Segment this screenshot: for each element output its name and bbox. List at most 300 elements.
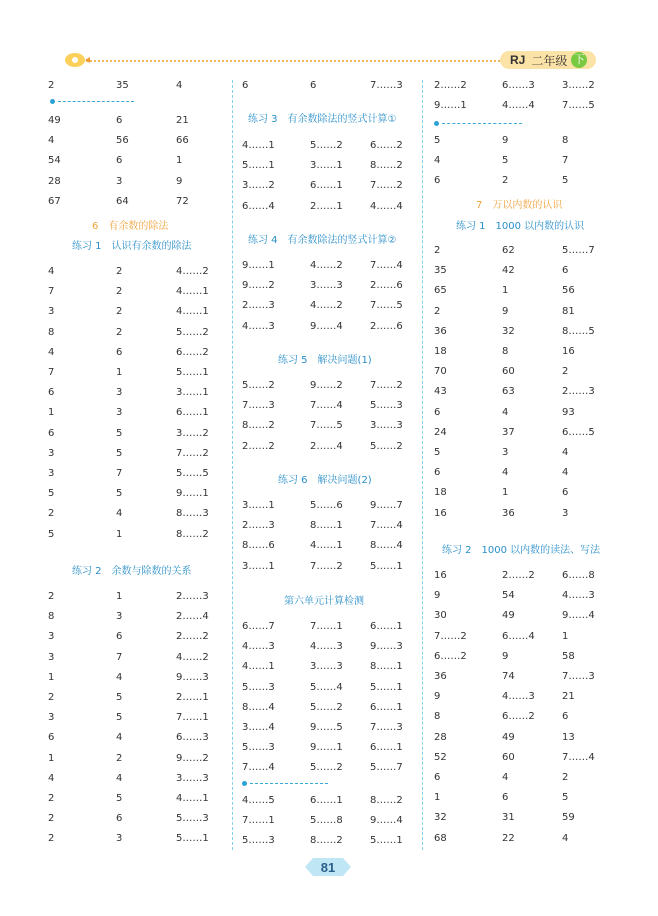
answer-value: 9……2 xyxy=(242,280,275,292)
answer-value: 2 xyxy=(48,80,55,91)
answer-value: 4 xyxy=(176,80,183,91)
answer-value: 18 xyxy=(434,487,447,499)
answer-value: 3 xyxy=(116,387,123,399)
answer-value: 32 xyxy=(434,812,447,824)
answer-row xyxy=(0,244,658,258)
answer-value: 7……4 xyxy=(370,260,403,271)
answer-value: 2 xyxy=(562,772,569,783)
answer-value: 5……3 xyxy=(370,400,403,412)
answer-row xyxy=(0,771,658,785)
answer-value: 5 xyxy=(562,175,569,187)
answer-value: 4 xyxy=(116,772,123,784)
answer-value: 4 xyxy=(502,406,509,418)
answer-value: 36 xyxy=(434,671,447,682)
answer-value: 4……4 xyxy=(370,200,403,212)
answer-value: 5……3 xyxy=(242,681,275,693)
answer-value: 1 xyxy=(562,630,569,642)
answer-value: 2 xyxy=(116,306,123,318)
answer-value: 7……2 xyxy=(434,630,467,642)
answer-value: 7……4 xyxy=(370,520,403,532)
answer-value: 49 xyxy=(502,731,515,743)
answer-value: 8 xyxy=(434,711,441,723)
answer-value: 7 xyxy=(116,651,123,663)
answer-value: 9……1 xyxy=(310,742,343,754)
answer-value: 6……1 xyxy=(370,701,403,713)
answer-value: 35 xyxy=(116,80,129,91)
answer-value: 5……3 xyxy=(242,742,275,754)
answer-value: 3……3 xyxy=(310,280,343,292)
answer-value: 7……1 xyxy=(176,712,209,724)
unit-heading: 6 有余数的除法 xyxy=(92,221,169,232)
answer-value: 3 xyxy=(48,468,55,479)
answer-value: 3……3 xyxy=(176,772,209,784)
answer-value: 5 xyxy=(48,528,55,540)
answer-value: 5 xyxy=(116,447,123,459)
answer-value: 70 xyxy=(434,366,447,378)
answer-value: 9 xyxy=(176,175,183,187)
answer-value: 6……2 xyxy=(502,711,535,723)
answer-value: 8……4 xyxy=(370,540,403,552)
answer-value: 3 xyxy=(116,175,123,187)
answer-value: 66 xyxy=(176,135,189,147)
answer-value: 9……1 xyxy=(434,100,467,112)
answer-value: 4……1 xyxy=(242,661,275,673)
answer-value: 21 xyxy=(176,115,189,126)
answer-value: 68 xyxy=(434,832,447,844)
answer-value: 28 xyxy=(434,731,447,743)
answer-value: 4 xyxy=(562,447,569,458)
answer-row xyxy=(0,446,658,460)
answer-value: 2 xyxy=(48,591,55,602)
answer-value: 3……2 xyxy=(176,427,209,439)
answer-row xyxy=(0,325,658,339)
answer-value: 4……1 xyxy=(310,540,343,552)
answer-value: 21 xyxy=(562,691,575,703)
answer-value: 35 xyxy=(434,265,447,277)
answer-row xyxy=(0,690,658,704)
answer-row xyxy=(0,406,658,420)
answer-value: 7 xyxy=(48,286,55,298)
answer-value: 2……4 xyxy=(176,611,209,623)
answer-value: 4 xyxy=(48,266,55,277)
answer-value: 6……2 xyxy=(176,346,209,358)
answer-value: 72 xyxy=(176,195,189,207)
answer-value: 36 xyxy=(502,507,515,519)
answer-value: 93 xyxy=(562,406,575,418)
answer-value: 1 xyxy=(48,671,55,683)
answer-row xyxy=(0,486,658,500)
answer-value: 9 xyxy=(502,305,509,317)
answer-value: 3 xyxy=(48,712,55,724)
answer-value: 7……1 xyxy=(242,815,275,827)
answer-value: 7……5 xyxy=(562,100,595,112)
unit-heading: 7 万以内数的认识 xyxy=(476,200,563,211)
answer-value: 5……2 xyxy=(310,701,343,713)
answer-row xyxy=(0,519,658,533)
answer-value: 6……1 xyxy=(370,621,403,632)
answer-value: 1 xyxy=(116,591,123,602)
answer-value: 9……5 xyxy=(310,722,343,733)
answer-value: 30 xyxy=(434,610,447,622)
answer-value: 28 xyxy=(48,175,61,187)
answer-value: 63 xyxy=(502,386,515,398)
answer-value: 7 xyxy=(116,468,123,479)
answer-row xyxy=(0,385,658,399)
answer-value: 4……3 xyxy=(562,590,595,602)
answer-value: 7……2 xyxy=(176,447,209,459)
answer-value: 4……2 xyxy=(310,260,343,271)
answer-value: 5……1 xyxy=(242,160,275,172)
answer-value: 7……4 xyxy=(562,751,595,763)
answer-value: 6 xyxy=(48,732,55,744)
answer-value: 8 xyxy=(502,346,509,357)
answer-value: 7……2 xyxy=(370,180,403,192)
answer-value: 62 xyxy=(502,245,515,256)
exercise-heading: 练习 2 1000 以内数的读法、写法 xyxy=(442,545,601,556)
test-heading: 第六单元计算检测 xyxy=(284,596,364,607)
answer-value: 9……2 xyxy=(310,380,343,391)
exercise-heading: 练习 4 有余数除法的竖式计算② xyxy=(248,235,397,246)
answer-value: 2……1 xyxy=(176,692,209,703)
answer-value: 1 xyxy=(116,367,123,378)
answer-row xyxy=(0,284,658,298)
answer-value: 3……1 xyxy=(242,560,275,572)
answer-value: 58 xyxy=(562,650,575,662)
answer-value: 3……1 xyxy=(310,160,343,172)
answer-value: 4 xyxy=(116,732,123,744)
answer-value: 2……3 xyxy=(562,386,595,398)
rocket-logo-icon xyxy=(63,51,91,69)
answer-value: 5……3 xyxy=(176,813,209,825)
answer-row xyxy=(0,589,658,603)
answer-value: 3 xyxy=(48,631,55,643)
answer-value: 2……6 xyxy=(370,280,403,292)
answer-value: 64 xyxy=(116,195,129,207)
answer-value: 9 xyxy=(502,135,509,146)
answer-value: 4 xyxy=(48,346,55,358)
answer-value: 6……5 xyxy=(562,426,595,438)
answer-value: 2……2 xyxy=(242,440,275,452)
answer-value: 7……5 xyxy=(370,300,403,312)
volume-badge: 下 xyxy=(571,52,587,68)
answer-value: 6 xyxy=(434,772,441,783)
answer-value: 22 xyxy=(502,832,515,844)
answer-value: 5……7 xyxy=(370,762,403,774)
answer-value: 8……2 xyxy=(242,420,275,432)
answer-row xyxy=(0,466,658,480)
answer-value: 6 xyxy=(502,792,509,804)
answer-value: 2 xyxy=(434,305,441,317)
answer-value: 54 xyxy=(502,590,515,602)
answer-row xyxy=(0,345,658,359)
answer-value: 3……1 xyxy=(242,500,275,511)
answer-value: 2……3 xyxy=(176,591,209,602)
answer-value: 6 xyxy=(116,115,123,126)
answer-value: 3……4 xyxy=(242,722,275,733)
answer-value: 6 xyxy=(48,427,55,439)
answer-value: 2……2 xyxy=(502,570,535,581)
answer-value: 4……3 xyxy=(310,641,343,653)
answer-value: 5……5 xyxy=(176,468,209,479)
answer-value: 81 xyxy=(562,305,575,317)
answer-value: 6……8 xyxy=(562,570,595,581)
page-number: 81 xyxy=(320,860,336,875)
answer-value: 8 xyxy=(48,611,55,623)
answer-value: 6 xyxy=(310,80,317,91)
answer-value: 36 xyxy=(434,325,447,337)
answer-value: 3……1 xyxy=(176,387,209,399)
answer-row xyxy=(0,791,658,805)
answer-value: 9 xyxy=(434,691,441,703)
answer-row xyxy=(0,99,658,113)
answer-value: 7……3 xyxy=(242,400,275,412)
answer-value: 5……6 xyxy=(310,500,343,511)
answer-row xyxy=(0,832,658,846)
answer-value: 16 xyxy=(434,570,447,581)
answer-value: 56 xyxy=(116,135,129,147)
answer-value: 7……2 xyxy=(370,380,403,391)
answer-value: 6 xyxy=(242,80,249,91)
answer-value: 5……2 xyxy=(310,140,343,151)
answer-value: 2……4 xyxy=(310,440,343,452)
exercise-heading: 练习 1 1000 以内数的认识 xyxy=(456,221,585,232)
answer-value: 4 xyxy=(562,467,569,479)
answer-value: 4 xyxy=(48,135,55,147)
answer-value: 6 xyxy=(116,346,123,358)
answer-value: 5……7 xyxy=(562,245,595,256)
answer-row xyxy=(0,174,658,188)
answer-value: 6……1 xyxy=(310,180,343,192)
answer-value: 9 xyxy=(502,650,509,662)
answer-value: 42 xyxy=(502,265,515,277)
answer-value: 1 xyxy=(48,407,55,419)
answer-value: 6……2 xyxy=(370,140,403,151)
answer-row xyxy=(0,264,658,278)
answer-value: 8……2 xyxy=(310,835,343,847)
answer-value: 4 xyxy=(116,508,123,520)
answer-value: 6……4 xyxy=(502,630,535,642)
answer-value: 7……2 xyxy=(310,560,343,572)
answer-value: 5……2 xyxy=(242,380,275,391)
answer-value: 6……4 xyxy=(242,200,275,212)
answer-value: 5 xyxy=(434,135,441,146)
answer-value: 60 xyxy=(502,751,515,763)
answer-value: 4 xyxy=(562,832,569,844)
answer-value: 6 xyxy=(434,406,441,418)
answer-value: 9……7 xyxy=(370,500,403,511)
exercise-heading: 练习 1 认识有余数的除法 xyxy=(72,241,192,252)
answer-value: 6……3 xyxy=(502,80,535,91)
answer-value: 7……4 xyxy=(242,762,275,774)
answer-value: 8 xyxy=(562,135,569,146)
answer-value: 8……5 xyxy=(562,325,595,337)
answer-value: 6……7 xyxy=(242,621,275,632)
answer-value: 3……3 xyxy=(310,661,343,673)
answer-value: 6……1 xyxy=(176,407,209,419)
answer-value: 16 xyxy=(434,507,447,519)
answer-row xyxy=(0,507,658,521)
page-number-badge xyxy=(303,856,353,878)
answer-row xyxy=(0,650,658,664)
answer-value: 1 xyxy=(502,487,509,499)
answer-value: 18 xyxy=(434,346,447,357)
answer-value: 1 xyxy=(502,285,509,297)
answer-value: 2……2 xyxy=(434,80,467,91)
answer-value: 9……4 xyxy=(310,320,343,332)
answer-value: 2……6 xyxy=(370,320,403,332)
grade-tag xyxy=(500,51,596,69)
answer-value: 4……1 xyxy=(242,140,275,151)
answer-value: 43 xyxy=(434,386,447,398)
answer-value: 3 xyxy=(502,447,509,458)
answer-value: 5……1 xyxy=(370,560,403,572)
answer-row xyxy=(0,811,658,825)
answer-row xyxy=(0,426,658,440)
answer-value: 6 xyxy=(562,711,569,723)
answer-value: 7……3 xyxy=(562,671,595,682)
answer-value: 2 xyxy=(562,366,569,378)
answer-value: 3……2 xyxy=(562,80,595,91)
answer-value: 7 xyxy=(562,155,569,167)
answer-row xyxy=(0,731,658,745)
answer-value: 6……1 xyxy=(370,742,403,754)
answer-row xyxy=(0,751,658,765)
answer-value: 52 xyxy=(434,751,447,763)
answer-value: 5……1 xyxy=(176,367,209,378)
answer-value: 4……1 xyxy=(176,286,209,298)
answer-value: 3 xyxy=(48,306,55,318)
answer-value: 9……4 xyxy=(562,610,595,622)
answer-value: 4 xyxy=(502,467,509,479)
answer-value: 5……1 xyxy=(370,681,403,693)
answer-value: 2 xyxy=(48,508,55,520)
answer-value: 7……3 xyxy=(370,722,403,733)
answer-value: 16 xyxy=(562,346,575,357)
answer-value: 5……1 xyxy=(176,833,209,845)
answer-value: 74 xyxy=(502,671,515,682)
answer-row xyxy=(0,305,658,319)
answer-value: 56 xyxy=(562,285,575,297)
answer-value: 8……1 xyxy=(370,661,403,673)
answer-value: 7……4 xyxy=(310,400,343,412)
answer-value: 5 xyxy=(116,712,123,724)
answer-value: 4……3 xyxy=(502,691,535,703)
answer-value: 7……1 xyxy=(310,621,343,632)
answer-value: 4……5 xyxy=(242,795,275,806)
answer-value: 4……2 xyxy=(176,651,209,663)
answer-value: 5 xyxy=(562,792,569,804)
answer-value: 4……2 xyxy=(176,266,209,277)
answer-value: 5……2 xyxy=(310,762,343,774)
answer-value: 2……1 xyxy=(310,200,343,212)
exercise-heading: 练习 5 解决问题(1) xyxy=(278,355,372,366)
answer-value: 65 xyxy=(434,285,447,297)
answer-row xyxy=(0,670,658,684)
answer-value: 31 xyxy=(502,812,515,824)
answer-value: 32 xyxy=(502,325,515,337)
answer-value: 9……3 xyxy=(176,671,209,683)
answer-value: 2……2 xyxy=(176,631,209,643)
answer-value: 5……8 xyxy=(310,815,343,827)
answer-value: 6 xyxy=(434,467,441,479)
answer-value: 2 xyxy=(48,793,55,804)
answer-value: 5……4 xyxy=(310,681,343,693)
answer-value: 2 xyxy=(116,266,123,277)
answer-row xyxy=(0,134,658,148)
answer-value: 2 xyxy=(48,813,55,825)
answer-value: 5 xyxy=(116,488,123,500)
answer-value: 8……3 xyxy=(176,508,209,520)
answer-value: 6 xyxy=(116,813,123,825)
answer-value: 8……2 xyxy=(370,160,403,172)
answer-value: 4 xyxy=(48,772,55,784)
answer-value: 4……4 xyxy=(502,100,535,112)
answer-value: 5 xyxy=(434,447,441,458)
edition-label: RJ xyxy=(510,53,526,67)
answer-value: 2 xyxy=(116,752,123,764)
answer-value: 2……3 xyxy=(242,520,275,532)
answer-value: 6 xyxy=(116,631,123,643)
answer-value: 6 xyxy=(434,175,441,187)
answer-value: 2 xyxy=(502,175,509,187)
answer-value: 5……3 xyxy=(242,835,275,847)
answer-row xyxy=(0,154,658,168)
answer-value: 3 xyxy=(116,611,123,623)
answer-value: 6 xyxy=(562,265,569,277)
answer-value: 6……1 xyxy=(310,795,343,806)
answer-value: 2 xyxy=(48,833,55,845)
answer-value: 59 xyxy=(562,812,575,824)
answer-value: 3 xyxy=(48,447,55,459)
answer-row xyxy=(0,79,658,93)
answer-value: 3 xyxy=(562,507,569,519)
answer-value: 4……1 xyxy=(176,306,209,318)
answer-value: 4……1 xyxy=(176,793,209,804)
answer-value: 4 xyxy=(502,772,509,783)
answer-value: 1 xyxy=(176,155,183,167)
answer-value: 8……2 xyxy=(176,528,209,540)
answer-value: 7……3 xyxy=(370,80,403,91)
exercise-heading: 练习 2 余数与除数的关系 xyxy=(72,566,192,577)
answer-value: 13 xyxy=(562,731,575,743)
answer-value: 4 xyxy=(434,155,441,167)
answer-row xyxy=(0,569,658,583)
answer-value: 49 xyxy=(502,610,515,622)
answer-value: 54 xyxy=(48,155,61,167)
answer-value: 8……6 xyxy=(242,540,275,552)
answer-value: 9……1 xyxy=(176,488,209,500)
answer-value: 7……5 xyxy=(310,420,343,432)
answer-value: 3 xyxy=(116,833,123,845)
answer-value: 67 xyxy=(48,195,61,207)
answer-value: 6 xyxy=(116,155,123,167)
answer-value: 5……2 xyxy=(370,440,403,452)
answer-value: 9……1 xyxy=(242,260,275,271)
answer-value: 5 xyxy=(116,427,123,439)
answer-value: 8……1 xyxy=(310,520,343,532)
answer-value: 8……2 xyxy=(370,795,403,806)
exercise-heading: 练习 3 有余数除法的竖式计算① xyxy=(248,114,397,125)
answer-row xyxy=(0,365,658,379)
grade-label: 二年级 xyxy=(531,53,568,68)
answer-value: 8 xyxy=(48,326,55,338)
answer-value: 7 xyxy=(48,367,55,378)
answer-value: 5 xyxy=(48,488,55,500)
answer-value: 3 xyxy=(116,407,123,419)
answer-value: 5 xyxy=(502,155,509,167)
answer-value: 5……1 xyxy=(370,835,403,847)
answer-value: 9……2 xyxy=(176,752,209,764)
